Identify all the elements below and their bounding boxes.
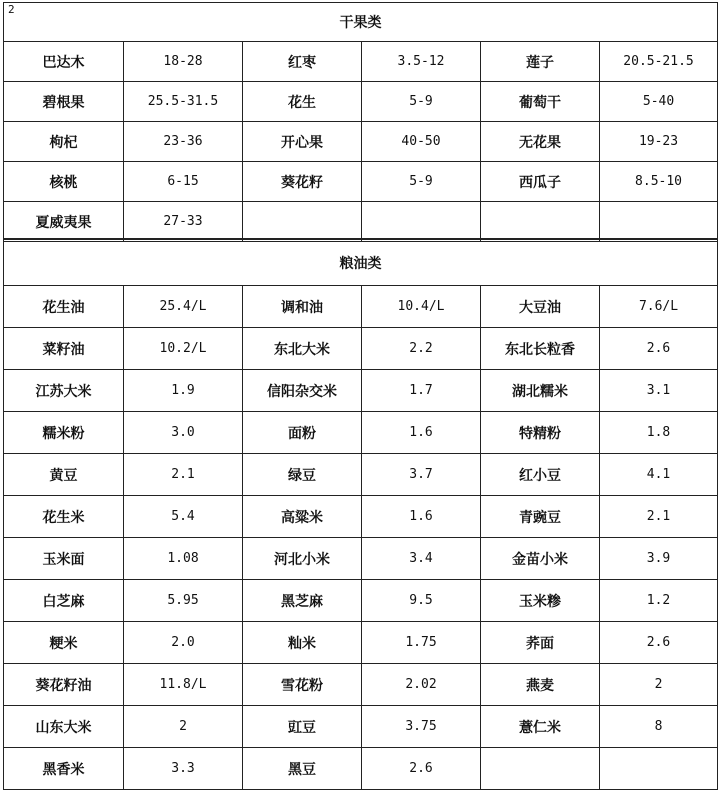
item-name-cell: 莲子 — [481, 42, 600, 82]
item-name-cell: 燕麦 — [481, 664, 600, 706]
item-name-cell: 特精粉 — [481, 412, 600, 454]
item-price-cell — [362, 202, 481, 242]
item-price-cell: 10.4/L — [362, 286, 481, 328]
item-name-cell — [481, 748, 600, 790]
item-price-cell: 3.3 — [124, 748, 243, 790]
item-price-cell: 23-36 — [124, 122, 243, 162]
item-name-cell: 湖北糯米 — [481, 370, 600, 412]
item-name-cell: 高粱米 — [243, 496, 362, 538]
item-price-cell: 1.6 — [362, 412, 481, 454]
item-name-cell: 粳米 — [4, 622, 124, 664]
item-price-cell: 25.5-31.5 — [124, 82, 243, 122]
item-name-cell: 面粉 — [243, 412, 362, 454]
item-name-cell: 碧根果 — [4, 82, 124, 122]
item-price-cell: 2.6 — [362, 748, 481, 790]
item-price-cell: 5-9 — [362, 162, 481, 202]
item-price-cell: 3.4 — [362, 538, 481, 580]
item-name-cell: 河北小米 — [243, 538, 362, 580]
item-price-cell: 1.2 — [600, 580, 718, 622]
item-name-cell: 东北长粒香 — [481, 328, 600, 370]
grain-oil-table — [3, 238, 718, 790]
item-name-cell: 豇豆 — [243, 706, 362, 748]
item-name-cell: 开心果 — [243, 122, 362, 162]
item-name-cell: 籼米 — [243, 622, 362, 664]
item-name-cell: 金苗小米 — [481, 538, 600, 580]
item-name-cell: 葵花籽 — [243, 162, 362, 202]
item-price-cell: 2.02 — [362, 664, 481, 706]
item-price-cell: 5-40 — [600, 82, 718, 122]
item-name-cell: 核桃 — [4, 162, 124, 202]
item-price-cell: 3.1 — [600, 370, 718, 412]
table-row — [4, 286, 718, 328]
item-name-cell: 黑香米 — [4, 748, 124, 790]
item-price-cell: 1.08 — [124, 538, 243, 580]
item-price-cell: 7.6/L — [600, 286, 718, 328]
item-name-cell: 黄豆 — [4, 454, 124, 496]
item-name-cell: 花生油 — [4, 286, 124, 328]
item-price-cell: 4.1 — [600, 454, 718, 496]
item-price-cell: 9.5 — [362, 580, 481, 622]
section-title: 干果类 — [4, 3, 718, 42]
table-row — [4, 162, 718, 202]
item-price-cell: 1.8 — [600, 412, 718, 454]
item-name-cell: 黑芝麻 — [243, 580, 362, 622]
item-name-cell: 菜籽油 — [4, 328, 124, 370]
item-name-cell: 大豆油 — [481, 286, 600, 328]
item-name-cell: 白芝麻 — [4, 580, 124, 622]
item-name-cell: 无花果 — [481, 122, 600, 162]
table-row — [4, 82, 718, 122]
table-row — [4, 706, 718, 748]
table-row — [4, 42, 718, 82]
item-price-cell: 20.5-21.5 — [600, 42, 718, 82]
item-price-cell: 1.6 — [362, 496, 481, 538]
item-name-cell — [243, 202, 362, 242]
item-price-cell: 11.8/L — [124, 664, 243, 706]
item-price-cell: 5.4 — [124, 496, 243, 538]
item-price-cell: 2 — [124, 706, 243, 748]
item-name-cell: 巴达木 — [4, 42, 124, 82]
item-price-cell: 3.0 — [124, 412, 243, 454]
table-row — [4, 748, 718, 790]
item-name-cell: 调和油 — [243, 286, 362, 328]
dried-fruit-table — [3, 2, 718, 242]
item-name-cell: 信阳杂交米 — [243, 370, 362, 412]
item-price-cell — [600, 202, 718, 242]
item-price-cell: 19-23 — [600, 122, 718, 162]
item-price-cell: 2 — [600, 664, 718, 706]
item-price-cell: 8.5-10 — [600, 162, 718, 202]
item-name-cell: 葵花籽油 — [4, 664, 124, 706]
item-price-cell: 2.6 — [600, 328, 718, 370]
table-row — [4, 122, 718, 162]
item-price-cell: 2.0 — [124, 622, 243, 664]
item-price-cell: 3.75 — [362, 706, 481, 748]
item-name-cell: 玉米糁 — [481, 580, 600, 622]
item-name-cell: 红枣 — [243, 42, 362, 82]
item-price-cell: 5-9 — [362, 82, 481, 122]
item-price-cell: 2.1 — [124, 454, 243, 496]
item-name-cell: 薏仁米 — [481, 706, 600, 748]
item-price-cell — [600, 748, 718, 790]
item-name-cell: 江苏大米 — [4, 370, 124, 412]
item-name-cell: 糯米粉 — [4, 412, 124, 454]
item-price-cell: 18-28 — [124, 42, 243, 82]
item-name-cell: 山东大米 — [4, 706, 124, 748]
item-name-cell: 黑豆 — [243, 748, 362, 790]
item-name-cell: 绿豆 — [243, 454, 362, 496]
table-row — [4, 454, 718, 496]
table-row — [4, 664, 718, 706]
item-price-cell: 1.7 — [362, 370, 481, 412]
item-price-cell: 3.7 — [362, 454, 481, 496]
item-price-cell: 5.95 — [124, 580, 243, 622]
item-price-cell: 1.75 — [362, 622, 481, 664]
item-name-cell: 东北大米 — [243, 328, 362, 370]
item-name-cell: 雪花粉 — [243, 664, 362, 706]
item-name-cell: 枸杞 — [4, 122, 124, 162]
table-row — [4, 370, 718, 412]
page-number: 2 — [8, 3, 15, 16]
item-name-cell: 青豌豆 — [481, 496, 600, 538]
item-name-cell: 红小豆 — [481, 454, 600, 496]
item-name-cell: 荞面 — [481, 622, 600, 664]
item-price-cell: 3.5-12 — [362, 42, 481, 82]
table-row — [4, 328, 718, 370]
item-price-cell: 2.1 — [600, 496, 718, 538]
section-title: 粮油类 — [4, 239, 718, 286]
item-name-cell: 西瓜子 — [481, 162, 600, 202]
item-price-cell: 1.9 — [124, 370, 243, 412]
item-price-cell: 25.4/L — [124, 286, 243, 328]
item-name-cell: 夏威夷果 — [4, 202, 124, 242]
table-row — [4, 202, 718, 242]
item-price-cell: 10.2/L — [124, 328, 243, 370]
item-price-cell: 2.2 — [362, 328, 481, 370]
item-price-cell: 2.6 — [600, 622, 718, 664]
item-price-cell: 27-33 — [124, 202, 243, 242]
item-price-cell: 3.9 — [600, 538, 718, 580]
table-row — [4, 496, 718, 538]
table-row — [4, 622, 718, 664]
item-name-cell — [481, 202, 600, 242]
item-name-cell: 花生 — [243, 82, 362, 122]
table-row — [4, 580, 718, 622]
table-row — [4, 538, 718, 580]
table-row — [4, 412, 718, 454]
item-price-cell: 6-15 — [124, 162, 243, 202]
item-price-cell: 8 — [600, 706, 718, 748]
item-name-cell: 花生米 — [4, 496, 124, 538]
item-price-cell: 40-50 — [362, 122, 481, 162]
item-name-cell: 葡萄干 — [481, 82, 600, 122]
item-name-cell: 玉米面 — [4, 538, 124, 580]
